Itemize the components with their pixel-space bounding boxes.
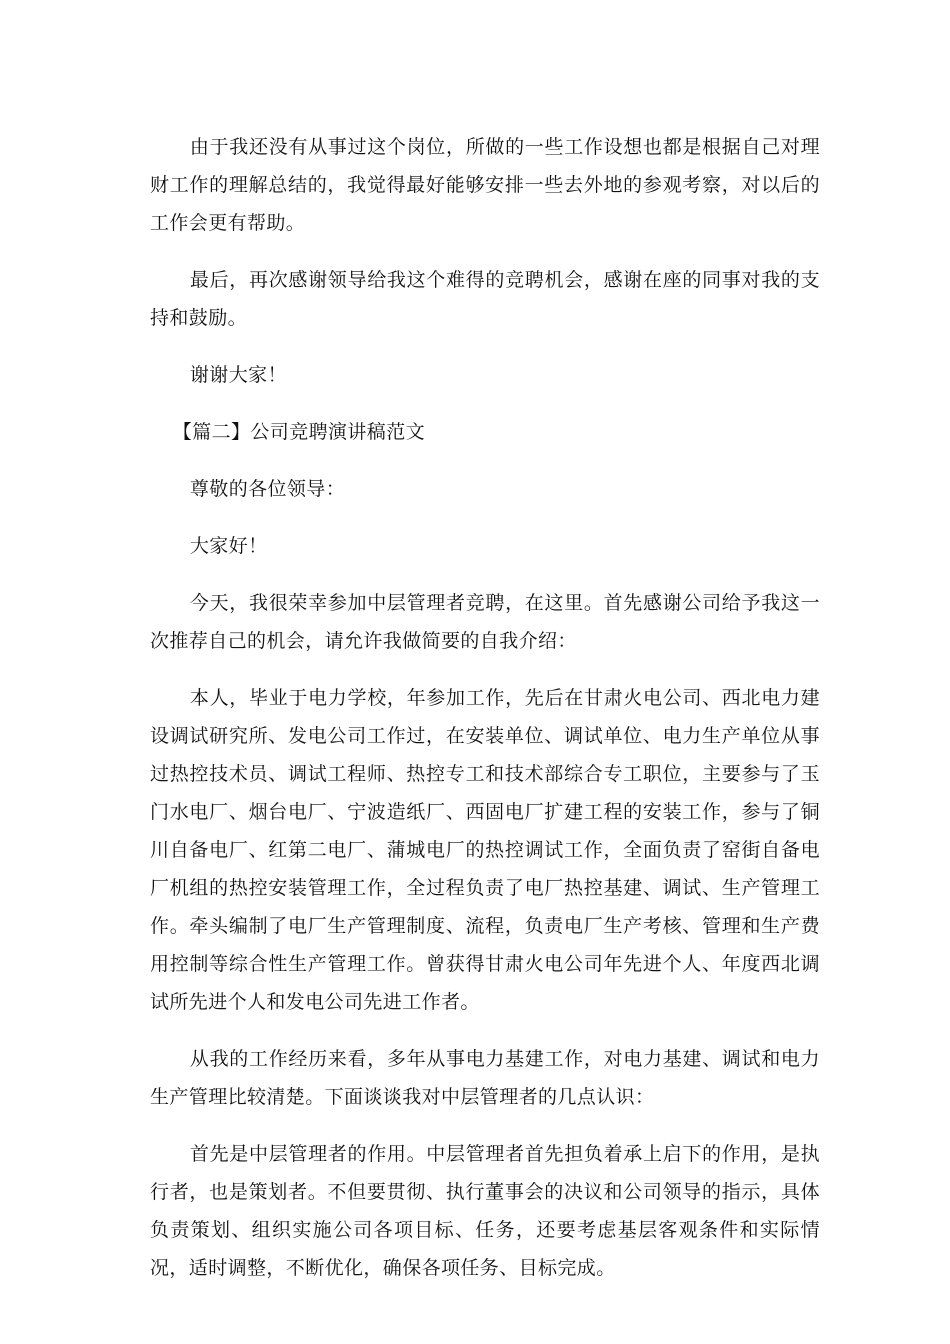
- paragraph-experience: 从我的工作经历来看，多年从事电力基建工作，对电力基建、调试和电力生产管理比较清楚。下面谈谈我对中层管理者的几点认识：: [150, 1048, 820, 1108]
- paragraph-role-of-managers: 首先是中层管理者的作用。中层管理者首先担负着承上启下的作用，是执行者，也是策划者。不但要贯彻、执行董事会的决议和公司领导的指示，具体负责策划、组织实施公司各项目标、任务，还要考虑基层客观条件和实际情况，适时调整，不断优化，确保各项任务、目标完成。: [150, 1143, 820, 1279]
- section-heading: 【篇二】公司竞聘演讲稿范文: [172, 421, 425, 443]
- paragraph-introduction: 今天，我很荣幸参加中层管理者竞聘，在这里。首先感谢公司给予我这一次推荐自己的机会，请允许我做简要的自我介绍：: [150, 592, 820, 652]
- paragraph-research-suggestion: 由于我还没有从事过这个岗位，所做的一些工作设想也都是根据自己对理财工作的理解总结的，我觉得最好能够安排一些去外地的参观考察，对以后的工作会更有帮助。: [150, 136, 820, 234]
- paragraph-greeting: 大家好！: [189, 535, 268, 557]
- paragraph-biography: 本人，毕业于电力学校，年参加工作，先后在甘肃火电公司、西北电力建设调试研究所、发电公司工作过，在安装单位、调试单位、电力生产单位从事过热控技术员、调试工程师、热控专工和技术部综合专工职位，主要参与了玉门水电厂、烟台电厂、宁波造纸厂、西固电厂扩建工程的安装工作，参与了铜川自备电厂、红第二电厂、蒲城电厂的热控调试工作，全面负责了窑街自备电厂机组的热控安装管理工作，全过程负责了电厂热控基建、调试、生产管理工作。牵头编制了电厂生产管理制度、流程，负责电厂生产考核、管理和生产费用控制等综合性生产管理工作。曾获得甘肃火电公司年先进个人、年度西北调试所先进个人和发电公司先进工作者。: [150, 687, 820, 1013]
- paragraph-thank-you-all: 谢谢大家！: [189, 364, 287, 386]
- document-body: [150, 128, 820, 1306]
- paragraph-salutation: 尊敬的各位领导：: [189, 478, 346, 500]
- paragraph-closing-thanks: 最后，再次感谢领导给我这个难得的竞聘机会，感谢在座的同事对我的支持和鼓励。: [150, 269, 820, 329]
